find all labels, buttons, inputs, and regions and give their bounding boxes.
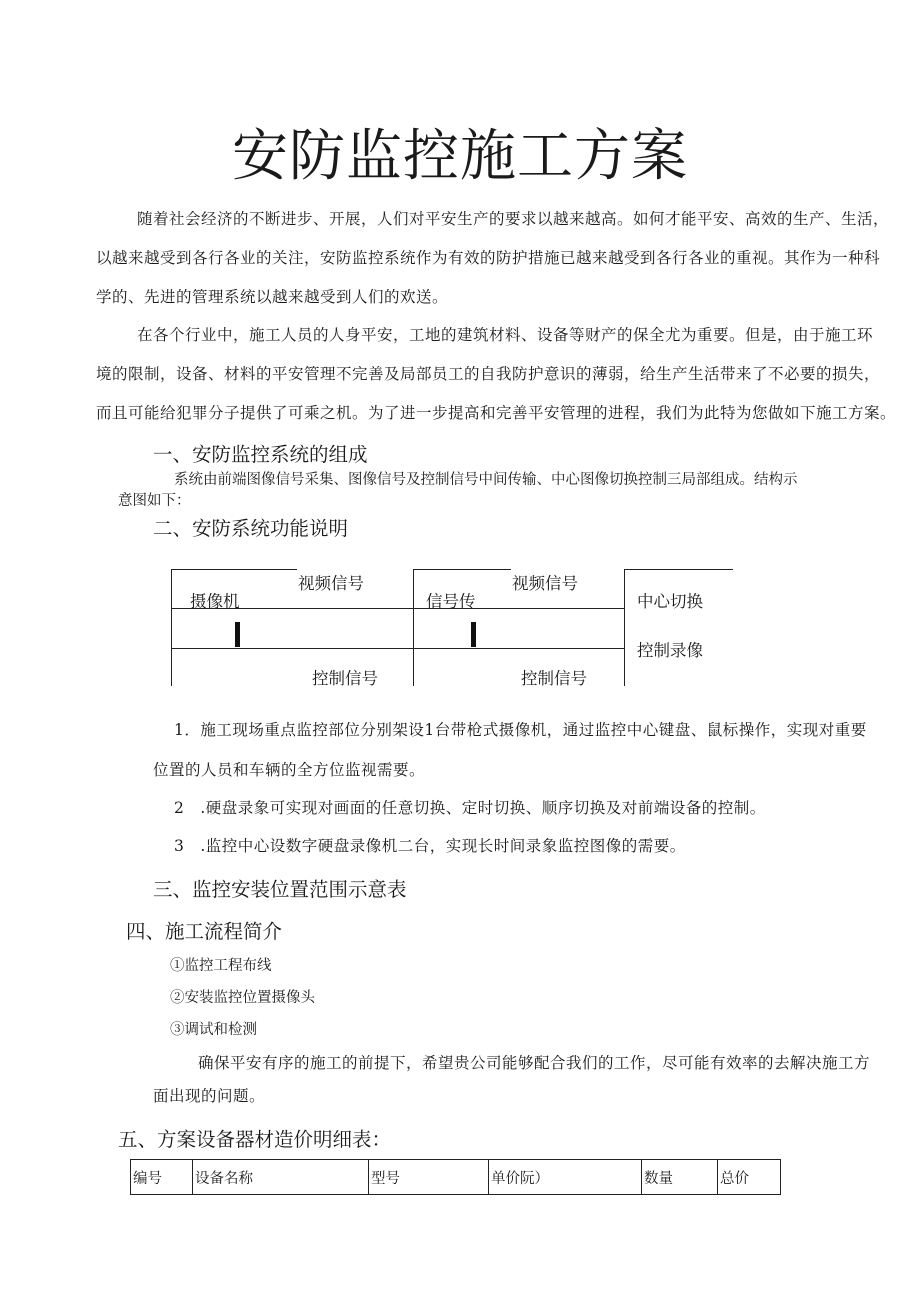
equipment-cost-table — [130, 1159, 781, 1195]
intro-p2-line1: 在各个行业中，施工人员的人身平安，工地的建筑材料、设备等财产的保全尤为重要。但是，由于施工环 — [137, 326, 874, 344]
diagram-line — [413, 648, 625, 649]
diagram-line — [413, 569, 511, 570]
function-item-1-line1: 1．施工现场重点监控部位分别架设1台带枪式摄像机，通过监控中心键盘、鼠标操作，实现对重要 — [174, 721, 867, 739]
col-header-model: 型号 — [369, 1160, 489, 1195]
diagram-line — [624, 569, 733, 570]
diagram-line — [171, 569, 172, 686]
function-item-1-line2: 位置的人员和车辆的全方位监视需要。 — [153, 761, 426, 779]
video-signal-label-1: 视频信号 — [298, 574, 364, 593]
process-note-line1: 确保平安有序的施工的前提下，希望贵公司能够配合我们的工作，尽可能有效率的去解决施工方 — [198, 1054, 871, 1072]
control-signal-label-1: 控制信号 — [312, 669, 378, 688]
section1-heading: 一、安防监控系统的组成 — [153, 443, 368, 466]
intro-p2-line2: 境的限制，设备、材料的平安管理不完善及局部员工的自我防护意识的薄弱，给生产生活带来了不必要的损失， — [96, 365, 881, 383]
connector-mark — [235, 622, 240, 647]
signal-transfer-label: 信号传 — [426, 592, 476, 611]
process-step-3: ③调试和检测 — [170, 1022, 257, 1038]
control-signal-label-2: 控制信号 — [521, 669, 587, 688]
document-title: 安防监控施工方案 — [232, 124, 688, 189]
intro-p1-line3: 学的、先进的管理系统以越来越受到人们的欢送。 — [96, 288, 449, 306]
col-header-quantity: 数量 — [642, 1160, 718, 1195]
diagram-line — [171, 648, 413, 649]
camera-label: 摄像机 — [190, 592, 240, 611]
connector-mark — [471, 622, 476, 647]
col-header-number: 编号 — [131, 1160, 193, 1195]
intro-p2-line3: 而且可能给犯罪分子提供了可乘之机。为了进一步提高和完善平安管理的进程，我们为此特为您做如下施工方案。 — [96, 404, 897, 422]
table-header-row — [131, 1160, 781, 1195]
diagram-line — [171, 569, 297, 570]
section2-heading: 二、安防系统功能说明 — [153, 517, 349, 540]
section4-heading: 四、施工流程简介 — [126, 920, 283, 943]
diagram-line — [413, 569, 414, 686]
process-note-line2: 面出现的问题。 — [153, 1087, 266, 1105]
intro-p1-line2: 以越来越受到各行各业的关注，安防监控系统作为有效的防护措施已越来越受到各行各业的重视。其作为一种科 — [96, 249, 881, 267]
center-record-label: 控制录像 — [637, 641, 703, 660]
function-item-3: 3 .监控中心设数字硬盘录像机二台，实现长时间录象监控图像的需要。 — [174, 837, 686, 855]
section5-heading: 五、方案设备器材造价明细表： — [118, 1128, 392, 1151]
section1-text-line1: 系统由前端图像信号采集、图像信号及控制信号中间传输、中心图像切换控制三局部组成。结构示 — [174, 472, 798, 488]
col-header-total-price: 总价 — [718, 1160, 781, 1195]
center-switch-label: 中心切换 — [637, 592, 703, 611]
diagram-line — [624, 569, 625, 686]
col-header-device-name: 设备名称 — [193, 1160, 369, 1195]
video-signal-label-2: 视频信号 — [512, 574, 578, 593]
intro-p1-line1: 随着社会经济的不断进步、开展，人们对平安生产的要求以越来越高。如何才能平安、高效的生产、生活， — [137, 210, 890, 228]
section1-text-line2: 意图如下： — [118, 493, 191, 509]
col-header-unit-price: 单价阮） — [489, 1160, 642, 1195]
function-item-2: 2 .硬盘录象可实现对画面的任意切换、定时切换、顺序切换及对前端设备的控制。 — [174, 799, 766, 817]
process-step-1: ①监控工程布线 — [170, 958, 272, 974]
process-step-2: ②安装监控位置摄像头 — [170, 990, 315, 1006]
section3-heading: 三、监控安装位置范围示意表 — [153, 878, 407, 901]
